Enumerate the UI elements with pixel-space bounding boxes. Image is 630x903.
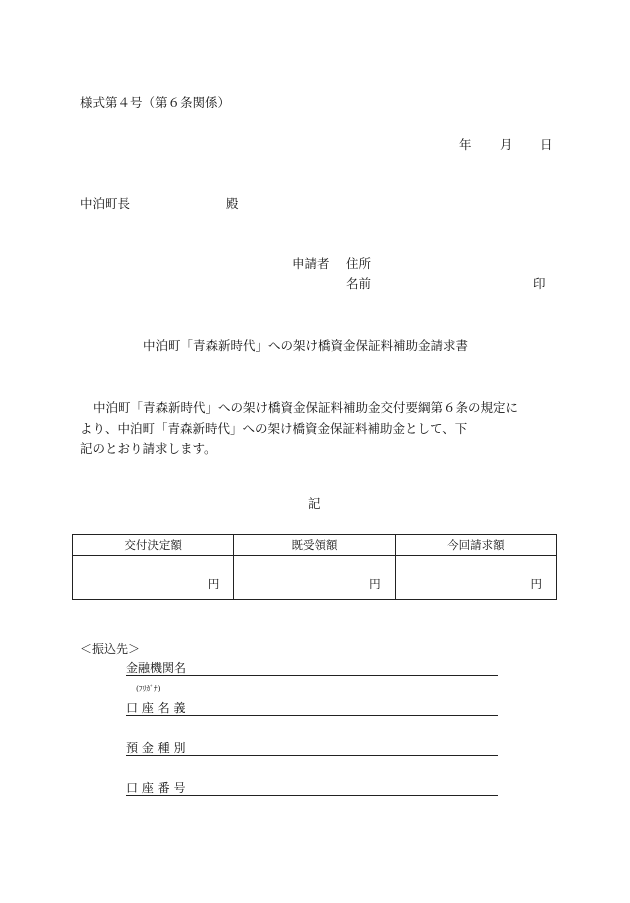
yen-unit: 円 xyxy=(369,577,381,591)
body-line: 中泊町「青森新時代」への架け橋資金保証料補助金交付要綱第６条の規定に xyxy=(93,400,519,415)
seal-mark: 印 xyxy=(533,276,546,291)
document-title: 中泊町「青森新時代」への架け橋資金保証料補助金請求書 xyxy=(143,338,469,353)
ki-heading: 記 xyxy=(308,496,321,511)
already-received-cell[interactable] xyxy=(234,556,395,600)
table-row xyxy=(73,556,557,600)
yen-unit: 円 xyxy=(530,577,542,591)
current-request-cell[interactable] xyxy=(395,556,556,600)
header-grant-decided: 交付決定額 xyxy=(73,535,234,556)
date-day-label: 日 xyxy=(540,137,553,152)
date-year-label: 年 xyxy=(459,137,472,152)
transfer-heading: ＜振込先＞ xyxy=(80,642,141,656)
deposit-type-field[interactable] xyxy=(126,740,498,756)
form-number: 様式第４号（第６条関係） xyxy=(80,95,231,110)
applicant-role: 申請者 xyxy=(292,256,330,271)
addressee-honorific: 殿 xyxy=(226,196,239,211)
account-number-field[interactable] xyxy=(126,780,498,796)
header-already-received: 既受領額 xyxy=(234,535,395,556)
table-header-row xyxy=(73,535,557,556)
applicant-name-label: 名前 xyxy=(346,276,372,291)
amount-table xyxy=(72,534,557,600)
body-line: より、中泊町「青森新時代」への架け橋資金保証料補助金として、下 xyxy=(80,420,468,436)
date-month-label: 月 xyxy=(500,137,513,152)
yen-unit: 円 xyxy=(207,577,220,591)
furigana-label: (ﾌﾘｶﾞﾅ) xyxy=(136,684,161,693)
request-body xyxy=(80,398,558,460)
addressee-name: 中泊町長 xyxy=(80,196,131,211)
deposit-type-label: 預 金 種 別 xyxy=(126,741,186,755)
grant-decided-cell[interactable] xyxy=(73,556,234,600)
header-current-request: 今回請求額 xyxy=(395,535,556,556)
bank-name-field[interactable] xyxy=(126,660,498,676)
body-line: 記のとおり請求します。 xyxy=(80,441,217,456)
account-number-label: 口 座 番 号 xyxy=(126,781,186,795)
bank-name-label: 金融機関名 xyxy=(126,661,187,675)
account-name-label: 口 座 名 義 xyxy=(126,701,186,715)
account-name-field[interactable] xyxy=(126,700,498,716)
applicant-address-label: 住所 xyxy=(346,256,372,271)
